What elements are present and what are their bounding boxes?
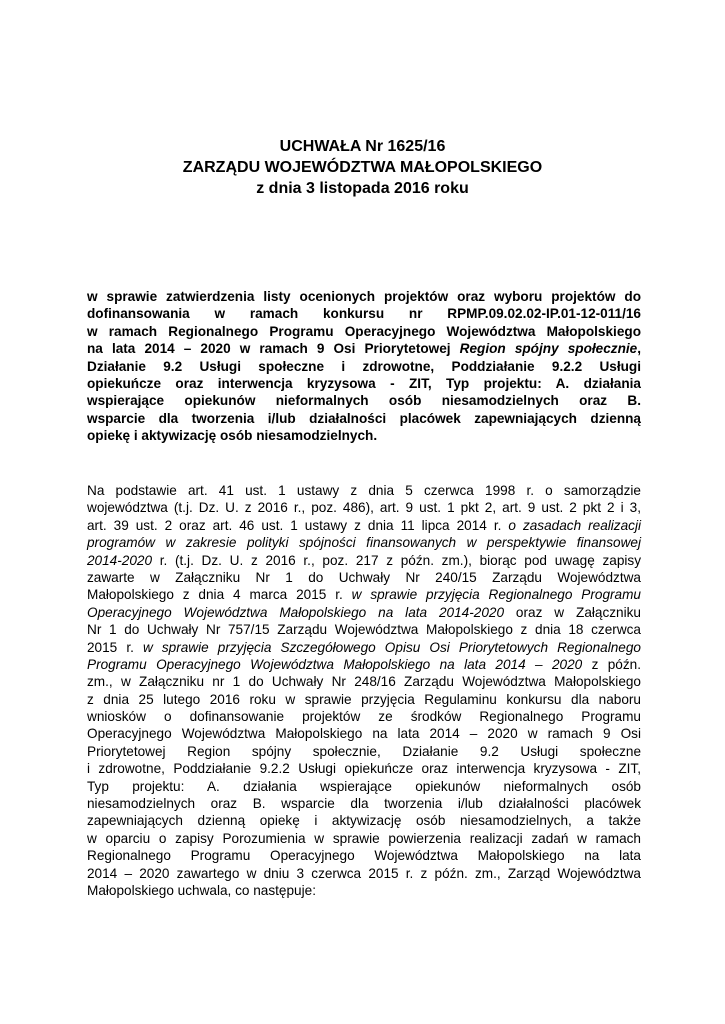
body-text: Małopolskiego z dnia 4 marca 2015 r. xyxy=(87,587,352,603)
body-line xyxy=(87,656,641,673)
body-text: Nr 1 do Uchwały Nr 757/15 Zarządu Województwa Małopolskiego z dnia 18 czerwca xyxy=(87,622,641,638)
body-line xyxy=(87,569,641,586)
body-text: o zasadach realizacji xyxy=(508,517,641,533)
body-line xyxy=(87,639,641,656)
resolution-issuer: ZARZĄDU WOJEWÓDZTWA MAŁOPOLSKIEGO xyxy=(182,159,543,176)
subject-line xyxy=(87,392,641,409)
subject-text: wspierające opiekunów nieformalnych osób niesamodzielnych oraz B. xyxy=(87,393,641,409)
body-line xyxy=(87,586,641,603)
body-text: Małopolskiego uchwala, co następuje: xyxy=(87,882,316,898)
body-text: w sprawie przyjęcia Szczegółowego Opisu Osi Priorytetowych Regionalnego xyxy=(142,639,641,655)
body-line xyxy=(87,673,641,690)
subject-text: opiekę i aktywizację osób niesamodzielnych. xyxy=(87,428,378,444)
subject-line xyxy=(87,427,641,444)
body-line xyxy=(87,604,641,621)
subject-line xyxy=(87,340,641,357)
body-line xyxy=(87,552,641,569)
resolution-date: z dnia 3 listopada 2016 roku xyxy=(256,180,469,197)
body-text: z dnia 25 lutego 2016 roku w sprawie przyjęcia Regulaminu konkursu dla naboru xyxy=(87,691,641,707)
body-line xyxy=(87,778,641,795)
body-line xyxy=(87,865,641,882)
body-text: wniosków o dofinansowanie projektów ze środków Regionalnego Programu xyxy=(87,709,641,725)
body-text: niesamodzielnych oraz B. wsparcie dla tworzenia i/lub działalności placówek xyxy=(87,796,641,812)
body-line xyxy=(87,621,641,638)
body-line xyxy=(87,725,641,742)
body-line xyxy=(87,830,641,847)
body-line xyxy=(87,847,641,864)
subject-line xyxy=(87,375,641,392)
subject-text: Region spójny społecznie xyxy=(459,341,638,357)
body-text: zawarte w Załączniku Nr 1 do Uchwały Nr 240/15 Zarządu Województwa xyxy=(87,569,641,585)
body-text: Typ projektu: A. działania wspierające opiekunów nieformalnych osób xyxy=(87,778,641,794)
body-line xyxy=(87,517,641,534)
body-text: programów w zakresie polityki spójności finansowanych w perspektywie finansowej xyxy=(87,535,641,551)
body-text: 2014-2020 xyxy=(87,552,153,568)
resolution-subject xyxy=(87,288,641,445)
body-text: Programu Operacyjnego Województwa Małopolskiego na lata 2014 – 2020 xyxy=(87,656,583,672)
subject-text: na lata 2014 – 2020 w ramach 9 Osi Priorytetowej xyxy=(87,341,460,357)
resolution-title xyxy=(0,136,725,199)
body-line xyxy=(87,708,641,725)
body-line xyxy=(87,882,641,899)
body-line xyxy=(87,499,641,516)
body-text: w oparciu o zapisy Porozumienia w sprawie powierzenia realizacji zadań w ramach xyxy=(87,830,641,846)
subject-text: w sprawie zatwierdzenia listy ocenionych projektów oraz wyboru projektów do xyxy=(87,289,641,304)
subject-text: Działanie 9.2 Usługi społeczne i zdrowotne, Poddziałanie 9.2.2 Usługi xyxy=(87,358,641,374)
body-text: art. 39 ust. 2 oraz art. 46 ust. 1 ustawy z dnia 11 lipca 2014 r. xyxy=(87,517,509,533)
body-line xyxy=(87,795,641,812)
body-text: Na podstawie art. 41 ust. 1 ustawy z dnia 5 czerwca 1998 r. o samorządzie xyxy=(87,483,641,498)
body-line xyxy=(87,691,641,708)
body-text: Operacyjnego Województwa Małopolskiego na lata 2014 – 2020 w ramach 9 Osi xyxy=(87,726,641,742)
body-text: 2015 r. xyxy=(87,639,143,655)
body-line xyxy=(87,534,641,551)
subject-text: wsparcie dla tworzenia i/lub działalności placówek zapewniających dzienną xyxy=(87,410,641,426)
subject-line xyxy=(87,288,641,305)
body-line xyxy=(87,482,641,499)
body-line xyxy=(87,812,641,829)
subject-text: dofinansowania w ramach konkursu nr RPMP.09.02.02-IP.01-12-011/16 xyxy=(87,306,641,322)
body-text: w sprawie przyjęcia Regionalnego Programu xyxy=(351,587,641,603)
body-line xyxy=(87,743,641,760)
subject-text: opiekuńcze oraz interwencja kryzysowa - ZIT, Typ projektu: A. działania xyxy=(87,375,641,391)
subject-line xyxy=(87,323,641,340)
body-text: 2014 – 2020 zawartego w dniu 3 czerwca 2015 r. z późn. zm., Zarząd Województwa xyxy=(87,865,641,881)
resolution-body xyxy=(87,482,641,899)
subject-text: , xyxy=(637,341,641,357)
body-text: zm., w Załączniku nr 1 do Uchwały Nr 248/16 Zarządu Województwa Małopolskiego xyxy=(87,674,641,690)
subject-line xyxy=(87,305,641,322)
resolution-number: UCHWAŁA Nr 1625/16 xyxy=(279,138,446,155)
body-text: i zdrowotne, Poddziałanie 9.2.2 Usługi opiekuńcze oraz interwencja kryzysowa - ZIT, xyxy=(87,761,641,777)
body-text: z późn. xyxy=(582,656,641,672)
body-text: województwa (t.j. Dz. U. z 2016 r., poz. 486), art. 9 ust. 1 pkt 2, art. 9 ust. 2 pkt 2 i 3, xyxy=(87,500,641,516)
body-text: Regionalnego Programu Operacyjnego Województwa Małopolskiego na lata xyxy=(87,848,641,864)
body-text: r. (t.j. Dz. U. z 2016 r., poz. 217 z późn. zm.), biorąc pod uwagę zapisy xyxy=(152,552,641,568)
subject-text: w ramach Regionalnego Programu Operacyjnego Województwa Małopolskiego xyxy=(87,323,641,339)
body-text: Operacyjnego Województwa Małopolskiego na lata 2014-2020 xyxy=(87,604,505,620)
subject-line xyxy=(87,358,641,375)
subject-line xyxy=(87,410,641,427)
body-text: zapewniających dzienną opiekę i aktywizację osób niesamodzielnych, a także xyxy=(87,813,641,829)
body-line xyxy=(87,760,641,777)
body-text: Priorytetowej Region spójny społecznie, Działanie 9.2 Usługi społeczne xyxy=(87,743,641,759)
body-text: oraz w Załączniku xyxy=(504,604,641,620)
